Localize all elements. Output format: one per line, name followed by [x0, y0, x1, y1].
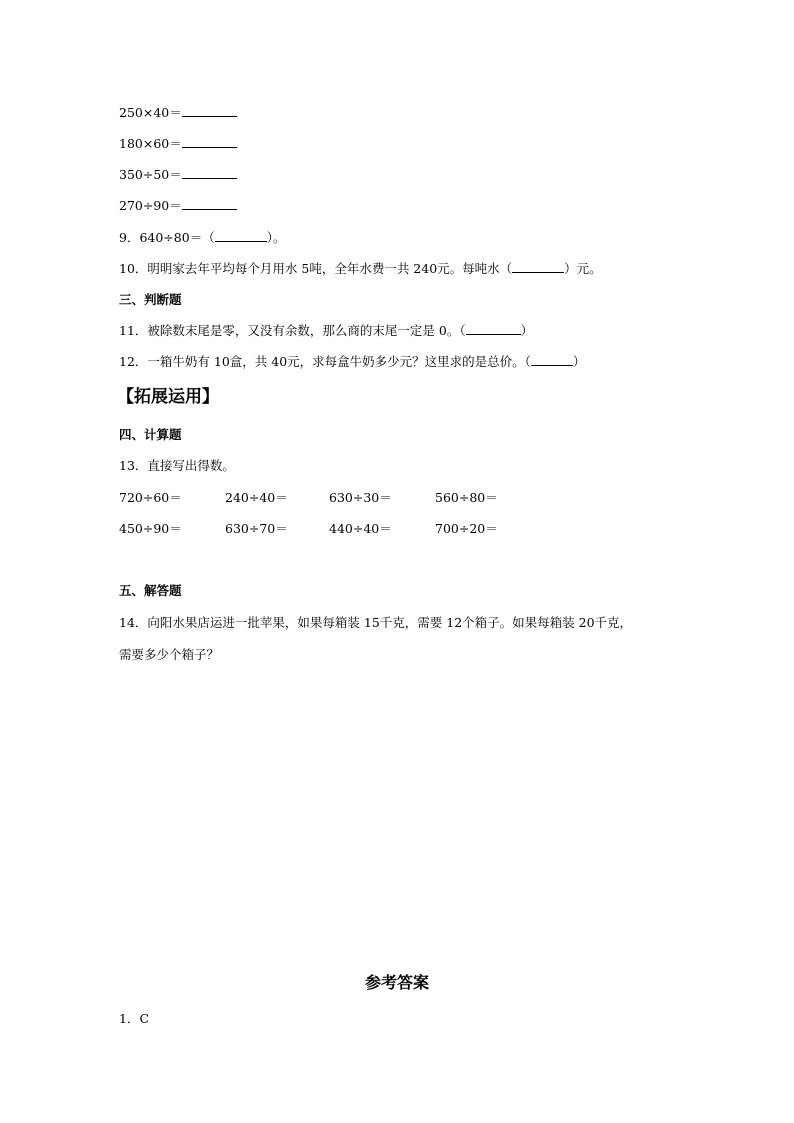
question-11	[119, 322, 533, 340]
section-heading: 四、计算题	[119, 427, 182, 442]
calc-item	[119, 197, 237, 215]
calc-expression: 250×40＝	[119, 105, 182, 120]
question-text: ）。	[266, 230, 286, 245]
question-12	[119, 353, 585, 371]
question-13: 13．直接写出得数。	[119, 458, 235, 473]
section-heading-extend: 【拓展运用】	[117, 387, 219, 407]
question-10	[119, 260, 602, 278]
calc-cell: 700÷20＝	[435, 521, 498, 536]
answer-blank[interactable]	[182, 166, 237, 179]
question-text: 11．被除数末尾是零，又没有余数，那么商的末尾一定是 0。（	[119, 323, 466, 338]
calc-cell: 440÷40＝	[329, 521, 392, 536]
question-14-line2: 需要多少个箱子？	[119, 647, 220, 662]
calc-expression: 180×60＝	[119, 136, 182, 151]
answer-blank[interactable]	[466, 322, 521, 335]
answer-item: 1．C	[119, 1011, 150, 1026]
question-text: 10．明明家去年平均每个月用水 5吨，全年水费一共 240元。每吨水（	[119, 261, 513, 276]
question-text: 9．640÷80＝（	[119, 230, 215, 245]
question-text: ）	[520, 323, 534, 338]
calc-cell: 450÷90＝	[119, 521, 182, 536]
section-heading: 三、判断题	[119, 292, 182, 307]
answer-blank[interactable]	[182, 104, 237, 117]
calc-item	[119, 166, 237, 184]
calc-item	[119, 135, 237, 153]
question-14-line1: 14．向阳水果店运进一批苹果，如果每箱装 15千克，需要 12个箱子。如果每箱装 20千克，	[119, 615, 633, 630]
answer-blank[interactable]	[512, 260, 564, 273]
question-text: ）	[572, 354, 586, 369]
calc-cell: 560÷80＝	[435, 490, 498, 505]
question-9	[119, 229, 285, 247]
answer-title: 参考答案	[364, 973, 429, 992]
calc-cell: 630÷70＝	[225, 521, 288, 536]
answer-blank[interactable]	[182, 135, 237, 148]
question-text: 12．一箱牛奶有 10盒，共 40元，求每盒牛奶多少元？这里求的是总价。（	[119, 354, 531, 369]
calc-cell: 240÷40＝	[225, 490, 288, 505]
question-text: ）元。	[564, 261, 602, 276]
calc-cell: 720÷60＝	[119, 490, 182, 505]
calc-cell: 630÷30＝	[329, 490, 392, 505]
calc-expression: 270÷90＝	[119, 198, 182, 213]
answer-blank[interactable]	[531, 353, 573, 366]
calc-item	[119, 104, 237, 122]
answer-blank[interactable]	[182, 197, 237, 210]
answer-blank[interactable]	[215, 229, 267, 242]
section-heading: 五、解答题	[119, 583, 182, 598]
calc-expression: 350÷50＝	[119, 167, 182, 182]
